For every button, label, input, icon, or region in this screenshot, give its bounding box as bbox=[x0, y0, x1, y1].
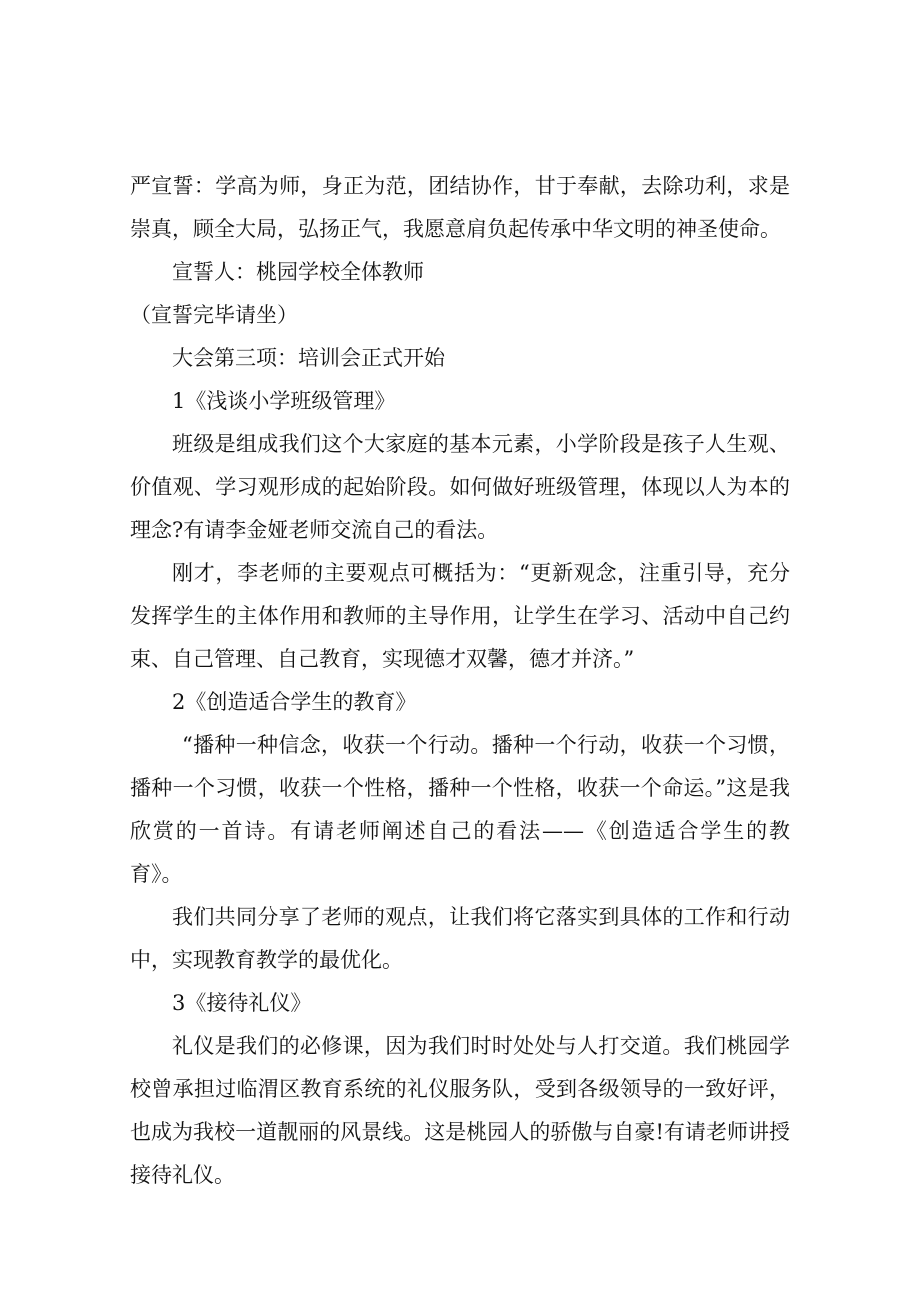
oath-text-paragraph: 严宣誓：学高为师，身正为范，团结协作，甘于奉献，去除功利，求是崇真，顾全大局，弘扬正气，我愿意肩负起传承中华文明的神圣使命。 bbox=[130, 174, 790, 241]
body-paragraph: 礼仪是我们的必修课，因为我们时时处处与人打交道。我们桃园学校曾承担过临渭区教育系统的礼仪服务队，受到各级领导的一致好评，也成为我校一道靓丽的风景线。这是桃园人的骄傲与自豪!有请老师讲授接待礼仪。 bbox=[130, 1034, 790, 1187]
section-heading-2: 2《创造适合学生的教育》 bbox=[172, 690, 417, 714]
section-heading-1: 1《浅谈小学班级管理》 bbox=[172, 389, 396, 413]
oath-signatory: 宣誓人：桃园学校全体教师 bbox=[172, 260, 424, 284]
body-paragraph: “播种一种信念，收获一个行动。播种一个行动，收获一个习惯，播种一个习惯，收获一个性格，播种一个性格，收获一个命运。”这是我欣赏的一首诗。有请老师阐述自己的看法——《创造适合学生的教育》。 bbox=[130, 733, 790, 886]
body-paragraph: 班级是组成我们这个大家庭的基本元素，小学阶段是孩子人生观、价值观、学习观形成的起始阶段。如何做好班级管理，体现以人为本的理念?有请李金娅老师交流自己的看法。 bbox=[130, 432, 790, 542]
agenda-item-heading: 大会第三项：培训会正式开始 bbox=[172, 346, 445, 370]
body-paragraph: 我们共同分享了老师的观点，让我们将它落实到具体的工作和行动中，实现教育教学的最优化。 bbox=[130, 905, 790, 972]
body-paragraph: 刚才，李老师的主要观点可概括为：“更新观念，注重引导，充分发挥学生的主体作用和教师的主导作用，让学生在学习、活动中自己约束、自己管理、自己教育，实现德才双馨，德才并济。” bbox=[130, 561, 790, 671]
stage-direction: （宣誓完毕请坐） bbox=[130, 303, 298, 327]
document-body bbox=[130, 165, 790, 1197]
section-heading-3: 3《接待礼仪》 bbox=[172, 991, 312, 1015]
